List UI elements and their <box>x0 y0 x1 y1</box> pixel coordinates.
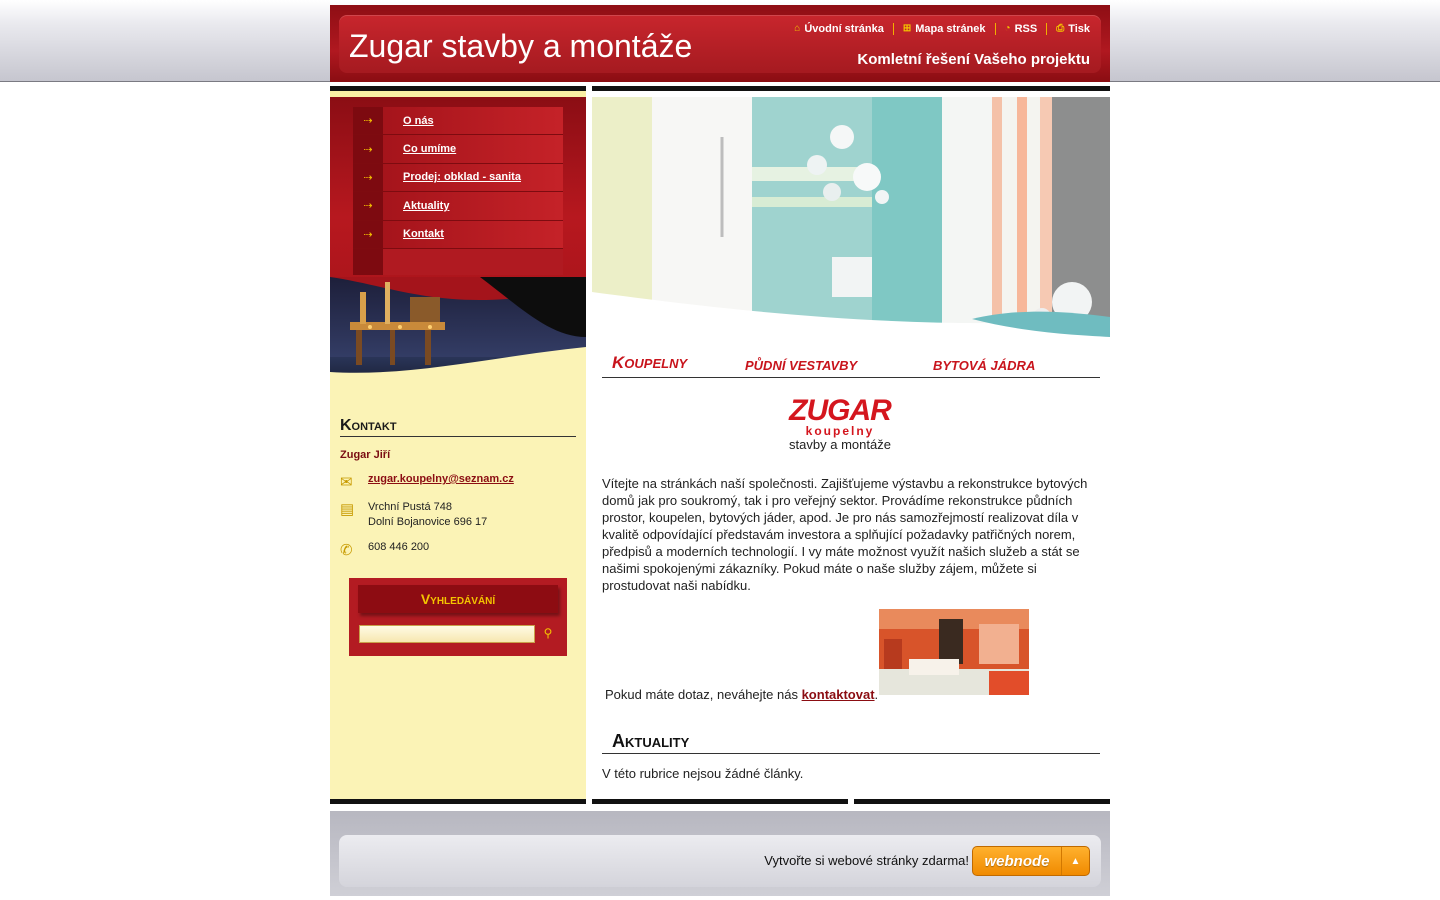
news-heading: Aktuality <box>602 731 1100 754</box>
arrow-right-icon: ⇢ <box>353 164 383 191</box>
contact-address-row <box>340 500 487 530</box>
webnode-button[interactable] <box>972 846 1090 876</box>
logo-sub: koupelny <box>805 424 875 438</box>
bottom-rule-left <box>330 799 586 804</box>
site-header <box>330 5 1110 82</box>
tab-koupelny-initial: K <box>612 353 625 372</box>
contact-name: Zugar Jiří <box>340 449 391 461</box>
nav-rss-link[interactable] <box>995 23 1047 35</box>
contact-address <box>368 500 487 530</box>
main-menu <box>353 107 563 275</box>
envelope-icon: ✉ <box>340 474 353 491</box>
contact-prompt-text: Pokud máte dotaz, neváhejte nás <box>605 687 802 702</box>
footer-promo-text: Vytvořte si webové stránky zdarma! <box>764 853 969 868</box>
arrow-right-icon: ⇢ <box>353 221 383 248</box>
search-box <box>349 578 567 656</box>
nav-rss-label: RSS <box>1014 23 1038 35</box>
contact-link[interactable]: kontaktovat <box>801 687 875 702</box>
menu-item-label[interactable]: Aktuality <box>383 192 563 219</box>
menu-area <box>330 97 586 397</box>
home-icon: ⌂ <box>794 23 801 34</box>
nav-sitemap-label: Mapa stránek <box>915 23 986 35</box>
menu-item-aktuality[interactable] <box>353 192 563 220</box>
zugar-logo <box>782 394 898 453</box>
nav-print-label: Tisk <box>1068 23 1090 35</box>
tab-koupelny-rest: OUPELNY <box>624 356 688 371</box>
address-line-1: Vrchní Pustá 748 <box>368 501 452 513</box>
contact-email-row <box>340 473 514 491</box>
webnode-logo: webnode <box>984 852 1050 870</box>
contact-phone: 608 446 200 <box>368 541 430 553</box>
menu-item-label[interactable]: Prodej: obklad - sanita <box>383 164 563 191</box>
bathroom-photo <box>879 609 1029 695</box>
phone-icon: ✆ <box>340 542 353 559</box>
top-nav <box>785 23 1099 35</box>
tab-pudni-vestavby[interactable]: PŮDNÍ VESTAVBY <box>745 358 858 373</box>
contact-email-link[interactable]: zugar.koupelny@seznam.cz <box>368 473 514 485</box>
search-title: Vyhledávání <box>358 585 558 613</box>
intro-paragraph: Vítejte na stránkách naší společnosti. Zajišťujeme výstavbu a rekonstrukce bytových domů jak pro soukromý, tak i pro veřejný sektor. Provádíme rekonstrukce půdních prostor, koupelen, bytových jáder, apod. Je pro nás samozřejmostí realizovat díla v kvalitě odpovídající představám investora a splňující požadavky patřičných norem, předpisů a moderních technologií. I vy máte možnost využít našich služeb a stát se našimi spokojenými zákazníky. Pokud máte o naše služby zájem, můžete si prostudovat naši nabídku. <box>602 476 1088 593</box>
contact-phone-row <box>340 541 429 559</box>
arrow-right-icon: ⇢ <box>353 135 383 162</box>
arrow-right-icon: ⇢ <box>353 192 383 219</box>
nav-print-link[interactable] <box>1046 23 1099 35</box>
rss-icon: ◔ <box>1004 23 1011 34</box>
site-title: Zugar stavby a montáže <box>349 28 693 64</box>
nav-home-link[interactable] <box>785 23 893 35</box>
sitemap-icon: ⊞ <box>902 23 912 34</box>
news-empty-message: V této rubrice nejsou žádné články. <box>602 766 804 781</box>
menu-item-kontakt[interactable] <box>353 221 563 249</box>
search-button[interactable] <box>539 624 557 642</box>
contact-prompt-end: . <box>874 687 879 702</box>
nav-sitemap-link[interactable] <box>893 23 995 35</box>
bottom-rule-middle <box>592 799 848 804</box>
menu-item-co-umime[interactable] <box>353 135 563 163</box>
contact-heading: Kontakt <box>340 417 576 437</box>
contact-prompt <box>605 687 878 702</box>
category-tabs <box>602 353 1100 378</box>
arrow-right-icon: ⇢ <box>353 107 383 134</box>
logo-brand: ZUGAR <box>789 394 891 427</box>
bathroom-hero-image <box>592 97 1110 342</box>
site-footer <box>330 811 1110 896</box>
print-icon: ⎙ <box>1056 23 1065 34</box>
menu-item-prodej[interactable] <box>353 164 563 192</box>
address-card-icon: ▤ <box>340 501 355 518</box>
magnifier-icon: ⚲ <box>543 626 553 640</box>
logo-tagline: stavby a montáže <box>789 437 891 452</box>
left-sidebar <box>330 86 586 799</box>
search-input[interactable] <box>359 625 535 643</box>
arrow-up-icon: ▲ <box>1061 847 1089 875</box>
menu-tail <box>353 249 563 275</box>
nav-home-label: Úvodní stránka <box>804 23 884 35</box>
menu-item-label[interactable]: O nás <box>383 107 563 134</box>
site-slogan: Komletní řešení Vašeho projektu <box>857 51 1090 68</box>
bottom-rule-right <box>854 799 1110 804</box>
tab-koupelny[interactable] <box>602 353 745 377</box>
menu-item-label[interactable]: Kontakt <box>383 221 563 248</box>
menu-item-o-nas[interactable] <box>353 107 563 135</box>
main-content <box>592 86 1110 799</box>
tab-bytova-jadra[interactable]: BYTOVÁ JÁDRA <box>933 358 1036 373</box>
address-line-2: Dolní Bojanovice 696 17 <box>368 516 488 528</box>
oil-rig-photo <box>330 277 586 397</box>
menu-item-label[interactable]: Co umíme <box>383 135 563 162</box>
